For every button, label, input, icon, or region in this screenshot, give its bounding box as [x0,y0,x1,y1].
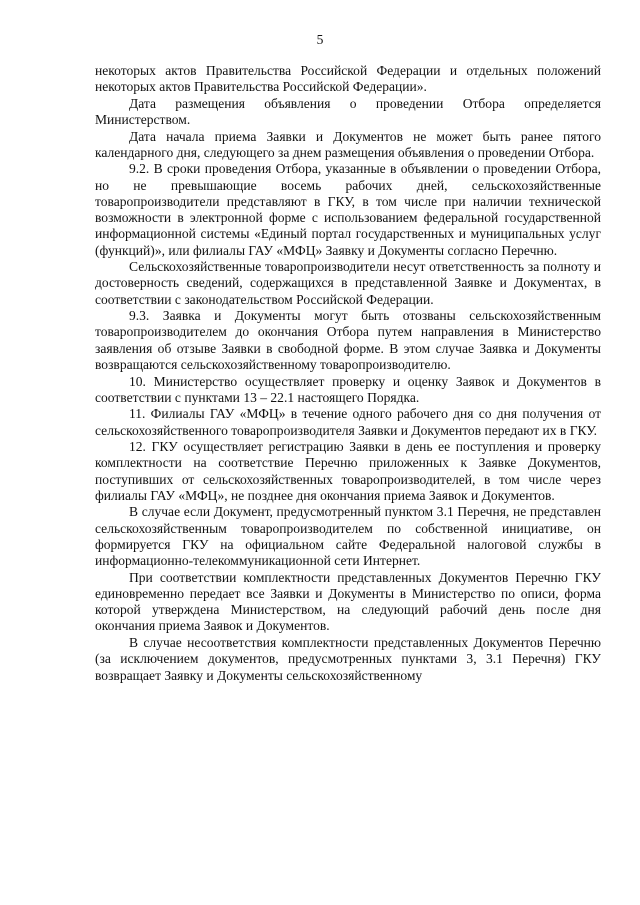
paragraph: некоторых актов Правительства Российской Федерации и отдельных положений некоторых актов Правительства Российской Федерации». [95,63,601,95]
paragraph: В случае несоответствия комплектности представленных Документов Перечню (за исключением документов, предусмотренных пунктами 3, 3.1 Перечня) ГКУ возвращает Заявку и Документы сельскохозяйственному [95,635,601,683]
document-body [95,63,601,684]
paragraph: В случае если Документ, предусмотренный пунктом 3.1 Перечня, не представлен сельскохозяйственным товаропроизводителем по собственной инициативе, он формируется ГКУ на официальном сайте Федеральной налоговой службы в информационно-телекоммуникационной сети Интернет. [95,504,601,569]
paragraph: 12. ГКУ осуществляет регистрацию Заявки в день ее поступления и проверку комплектности на соответствие Перечню приложенных к Заявке Документов, поступивших от сельскохозяйственных товаропроизводителей, в том числе через филиалы ГАУ «МФЦ», не позднее дня окончания приема Заявок и Документов. [95,439,601,503]
paragraph: 9.2. В сроки проведения Отбора, указанные в объявлении о проведении Отбора, но не превышающие восемь рабочих дней, сельскохозяйственные товаропроизводители представляют в ГКУ, в том числе при наличии технической возможности в электронной форме с использованием федеральной государственной информационной системы «Единый портал государственных и муниципальных услуг (функций)», или филиалы ГАУ «МФЦ» Заявку и Документы согласно Перечню. [95,161,601,258]
page-number: 5 [316,32,324,47]
paragraph: Дата начала приема Заявки и Документов не может быть ранее пятого календарного дня, следующего за днем размещения объявления о проведении Отбора. [95,128,601,160]
paragraph: 10. Министерство осуществляет проверку и оценку Заявок и Документов в соответствии с пунктами 13 – 22.1 настоящего Порядка. [95,373,601,405]
paragraph: Дата размещения объявления о проведении Отбора определяется Министерством. [95,95,601,128]
paragraph: 11. Филиалы ГАУ «МФЦ» в течение одного рабочего дня со дня получения от сельскохозяйственного товаропроизводителя Заявки и Документов передают их в ГКУ. [95,406,601,438]
paragraph: При соответствии комплектности представленных Документов Перечню ГКУ единовременно передает все Заявки и Документы в Министерство по описи, форма которой утверждена Министерством, на следующий рабочий день после дня окончания приема Заявок и Документов. [95,569,601,634]
paragraph: 9.3. Заявка и Документы могут быть отозваны сельскохозяйственным товаропроизводителем до окончания Отбора путем направления в Министерство заявления об отзыве Заявки в свободной форме. В этом случае Заявка и Документы возвращаются сельскохозяйственному товаропроизводителю. [95,308,601,372]
paragraph: Сельскохозяйственные товаропроизводители несут ответственность за полноту и достоверность сведений, содержащихся в представленной Заявке и Документах, в соответствии с законодательством Российской Федерации. [95,259,601,307]
